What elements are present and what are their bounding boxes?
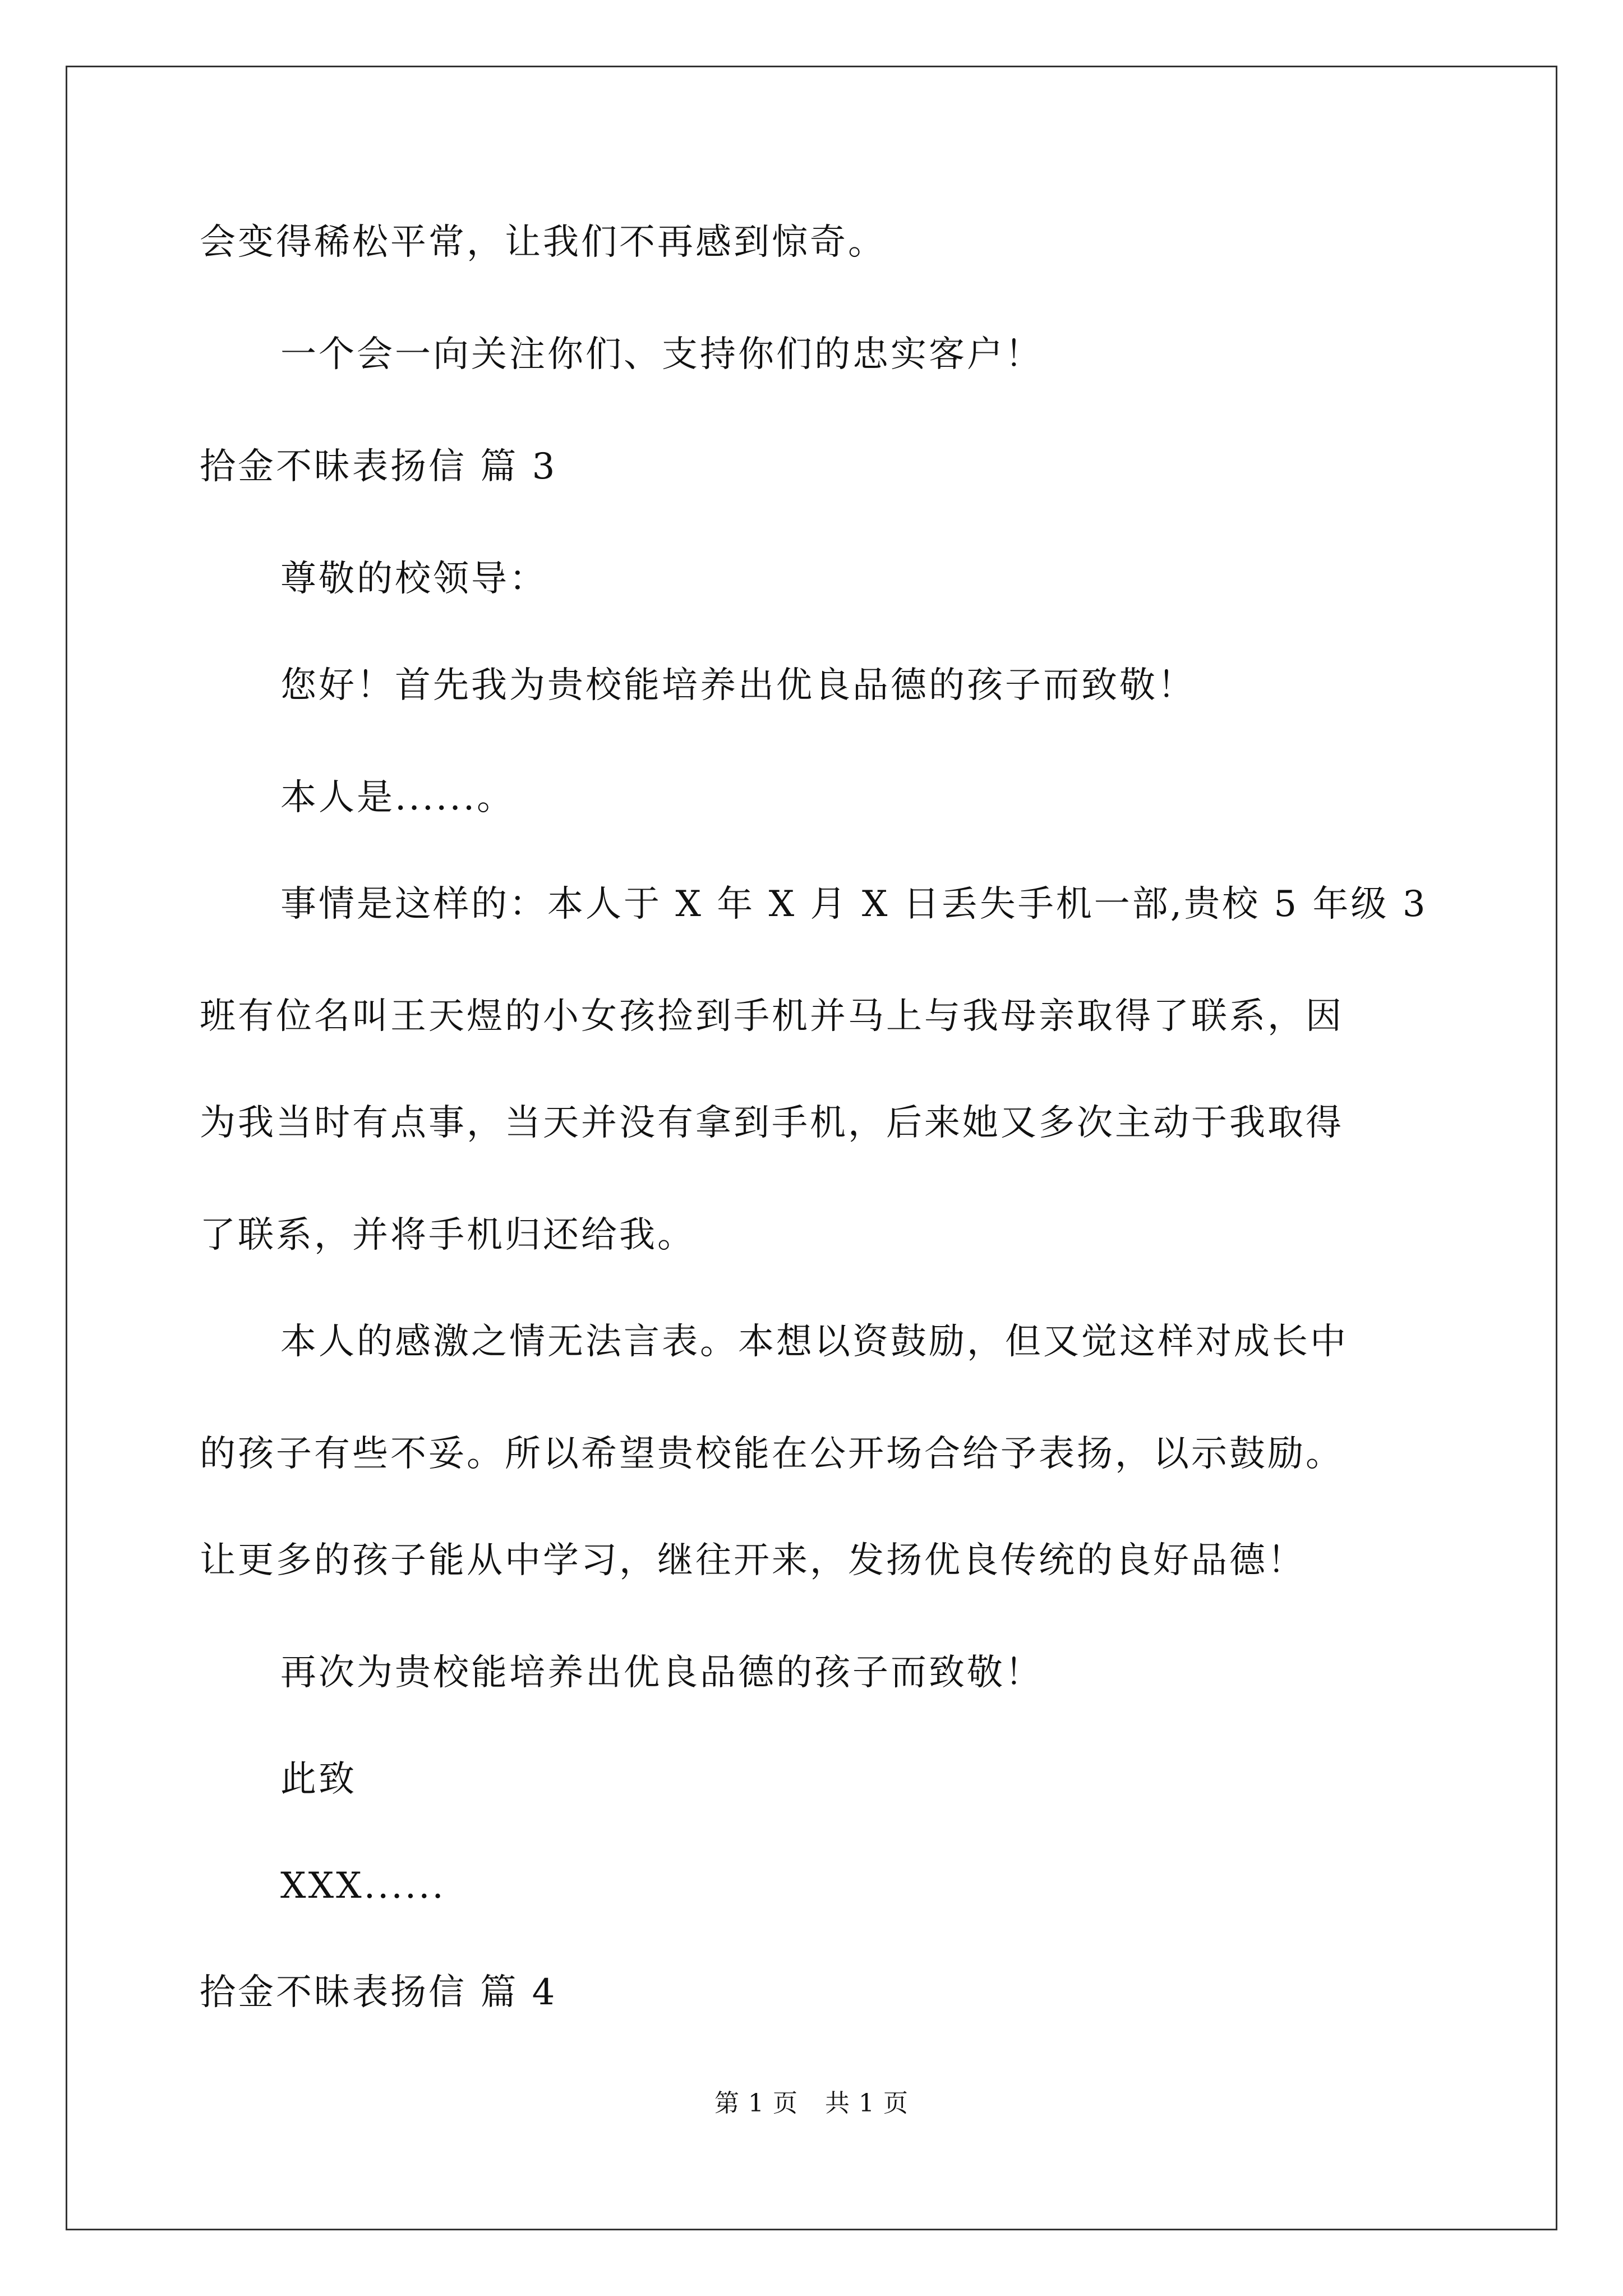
page-total: 共 1 页 <box>825 2089 909 2118</box>
page-footer <box>0 2088 1623 2119</box>
body-line: 让更多的孩子能从中学习，继往开来，发扬优良传统的良好品德！ <box>200 1540 1306 1581</box>
body-line: 本人是......。 <box>280 777 515 818</box>
closing: 此致 <box>280 1759 357 1800</box>
body-line: 会变得稀松平常，让我们不再感到惊奇。 <box>200 222 886 263</box>
body-line: 您好！首先我为贵校能培养出优良品德的孩子而致敬！ <box>280 665 1196 706</box>
body-line: 一个会一向关注你们、支持你们的忠实客户！ <box>280 334 1043 375</box>
body-line: 事情是这样的：本人于 X 年 X 月 X 日丢失手机一部,贵校 5 年级 3 <box>280 884 1428 925</box>
body-line: 为我当时有点事，当天并没有拿到手机，后来她又多次主动于我取得 <box>200 1102 1344 1144</box>
page-number: 第 1 页 <box>714 2089 798 2118</box>
body-line: 了联系，并将手机归还给我。 <box>200 1214 695 1256</box>
body-line: 班有位名叫王天煜的小女孩捡到手机并马上与我母亲取得了联系，因 <box>200 996 1344 1037</box>
body-line: 本人的感激之情无法言表。本想以资鼓励，但又觉这样对成长中 <box>280 1321 1348 1363</box>
body-line: 再次为贵校能培养出优良品德的孩子而致敬！ <box>280 1652 1043 1694</box>
section-heading: 拾金不昧表扬信 篇 4 <box>200 1972 557 2013</box>
salutation: 尊敬的校领导： <box>280 558 547 600</box>
body-line: 的孩子有些不妥。所以希望贵校能在公开场合给予表扬，以示鼓励。 <box>200 1433 1344 1475</box>
section-heading: 拾金不昧表扬信 篇 3 <box>200 446 557 487</box>
signature: XXX...... <box>280 1865 446 1907</box>
